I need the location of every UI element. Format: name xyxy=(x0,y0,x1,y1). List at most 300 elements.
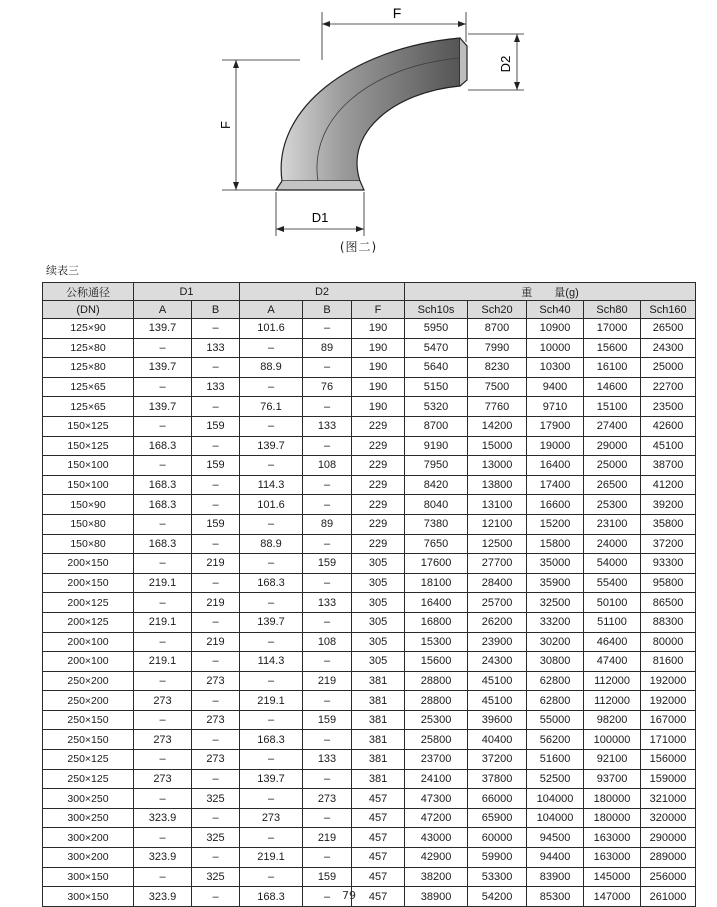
table-cell: – xyxy=(240,338,303,358)
table-cell: 25700 xyxy=(468,593,527,613)
table-cell: 381 xyxy=(352,691,405,711)
table-cell: 85300 xyxy=(527,887,584,907)
table-cell: 76 xyxy=(303,377,352,397)
table-cell: 139.7 xyxy=(134,397,192,417)
table-cell: 300×150 xyxy=(43,867,134,887)
table-cell: 94400 xyxy=(527,848,584,868)
table-cell: 289000 xyxy=(641,848,696,868)
table-cell: 250×150 xyxy=(43,730,134,750)
table-cell: 190 xyxy=(352,319,405,339)
table-cell: – xyxy=(134,554,192,574)
table-cell: 24100 xyxy=(405,769,468,789)
table-cell: 26500 xyxy=(641,319,696,339)
table-cell: – xyxy=(240,456,303,476)
table-row xyxy=(43,710,696,730)
table-cell: 27700 xyxy=(468,554,527,574)
table-cell: 14200 xyxy=(468,416,527,436)
table-cell: 42900 xyxy=(405,848,468,868)
table-cell: – xyxy=(303,358,352,378)
table-cell: 273 xyxy=(192,750,240,770)
table-cell: – xyxy=(134,593,192,613)
table-cell: 323.9 xyxy=(134,848,192,868)
table-cell: 159 xyxy=(303,710,352,730)
table-cell: 139.7 xyxy=(134,319,192,339)
table-cell: 94500 xyxy=(527,828,584,848)
table-cell: 25300 xyxy=(405,710,468,730)
table-cell: 88300 xyxy=(641,612,696,632)
table-cell: 15300 xyxy=(405,632,468,652)
table-cell: 56200 xyxy=(527,730,584,750)
table-row xyxy=(43,789,696,809)
table-cell: 40400 xyxy=(468,730,527,750)
table-body xyxy=(43,319,696,907)
d2-label: D2 xyxy=(498,55,513,73)
table-cell: 25800 xyxy=(405,730,468,750)
table-cell: 305 xyxy=(352,652,405,672)
table-cell: – xyxy=(192,730,240,750)
header-sch20: Sch20 xyxy=(468,301,527,319)
table-cell: – xyxy=(192,848,240,868)
table-cell: – xyxy=(303,495,352,515)
header-sch80: Sch80 xyxy=(584,301,641,319)
table-cell: 273 xyxy=(303,789,352,809)
table-cell: 139.7 xyxy=(240,769,303,789)
table-cell: 45100 xyxy=(468,671,527,691)
table-cell: 381 xyxy=(352,750,405,770)
table-cell: 28400 xyxy=(468,573,527,593)
table-row xyxy=(43,475,696,495)
table-row xyxy=(43,808,696,828)
table-cell: 381 xyxy=(352,710,405,730)
table-cell: 180000 xyxy=(584,808,641,828)
elbow-body xyxy=(281,38,460,181)
table-cell: 150×125 xyxy=(43,436,134,456)
table-cell: 273 xyxy=(240,808,303,828)
table-cell: – xyxy=(192,534,240,554)
table-cell: 46400 xyxy=(584,632,641,652)
table-row xyxy=(43,769,696,789)
header-d1-a: A xyxy=(134,301,192,319)
table-cell: 200×125 xyxy=(43,612,134,632)
table-cell: 42600 xyxy=(641,416,696,436)
table-cell: – xyxy=(192,887,240,907)
page-number: 79 xyxy=(342,889,356,902)
table-cell: 60000 xyxy=(468,828,527,848)
table-cell: 133 xyxy=(303,750,352,770)
table-cell: – xyxy=(192,691,240,711)
table-cell: 229 xyxy=(352,475,405,495)
table-cell: 114.3 xyxy=(240,652,303,672)
table-cell: 305 xyxy=(352,554,405,574)
table-cell: – xyxy=(134,456,192,476)
table-cell: 39200 xyxy=(641,495,696,515)
table-cell: 23700 xyxy=(405,750,468,770)
table-cell: 457 xyxy=(352,848,405,868)
table-cell: 52500 xyxy=(527,769,584,789)
table-cell: 457 xyxy=(352,867,405,887)
table-row xyxy=(43,887,696,907)
table-cell: 159 xyxy=(303,867,352,887)
table-cell: 33200 xyxy=(527,612,584,632)
table-cell: – xyxy=(134,338,192,358)
header-sch160: Sch160 xyxy=(641,301,696,319)
table-cell: 88.9 xyxy=(240,534,303,554)
table-cell: 229 xyxy=(352,416,405,436)
table-cell: 13800 xyxy=(468,475,527,495)
table-cell: 101.6 xyxy=(240,319,303,339)
table-cell: 180000 xyxy=(584,789,641,809)
header-dn-unit: (DN) xyxy=(43,301,134,319)
table-cell: 273 xyxy=(134,730,192,750)
table-cell: 200×150 xyxy=(43,554,134,574)
table-cell: 37800 xyxy=(468,769,527,789)
table-cell: 457 xyxy=(352,887,405,907)
table-cell: 200×100 xyxy=(43,652,134,672)
table-cell: 7760 xyxy=(468,397,527,417)
table-cell: 250×125 xyxy=(43,769,134,789)
table-cell: 325 xyxy=(192,867,240,887)
table-cell: 133 xyxy=(192,338,240,358)
table-cell: – xyxy=(134,377,192,397)
table-cell: 35900 xyxy=(527,573,584,593)
table-cell: 229 xyxy=(352,514,405,534)
table-cell: – xyxy=(240,554,303,574)
table-cell: 50100 xyxy=(584,593,641,613)
table-cell: 273 xyxy=(192,671,240,691)
table-cell: 229 xyxy=(352,436,405,456)
table-cell: 229 xyxy=(352,495,405,515)
table-cell: 30200 xyxy=(527,632,584,652)
table-cell: 139.7 xyxy=(240,436,303,456)
table-cell: 104000 xyxy=(527,789,584,809)
table-cell: 16600 xyxy=(527,495,584,515)
table-cell: 300×250 xyxy=(43,789,134,809)
table-cell: 261000 xyxy=(641,887,696,907)
table-cell: – xyxy=(192,769,240,789)
table-cell: 219.1 xyxy=(240,691,303,711)
table-cell: 93700 xyxy=(584,769,641,789)
table-cell: 104000 xyxy=(527,808,584,828)
table-cell: – xyxy=(303,652,352,672)
table-cell: 23100 xyxy=(584,514,641,534)
table-cell: 457 xyxy=(352,789,405,809)
table-cell: 150×125 xyxy=(43,416,134,436)
header-sch10s: Sch10s xyxy=(405,301,468,319)
table-cell: 320000 xyxy=(641,808,696,828)
table-cell: 9400 xyxy=(527,377,584,397)
table-cell: 457 xyxy=(352,808,405,828)
table-cell: 26500 xyxy=(584,475,641,495)
table-cell: 147000 xyxy=(584,887,641,907)
table-cell: – xyxy=(192,475,240,495)
table-cell: 323.9 xyxy=(134,887,192,907)
table-cell: 17000 xyxy=(584,319,641,339)
table-cell: 25000 xyxy=(584,456,641,476)
table-cell: 17900 xyxy=(527,416,584,436)
table-cell: 15200 xyxy=(527,514,584,534)
table-cell: 7500 xyxy=(468,377,527,397)
table-row xyxy=(43,828,696,848)
header-d1: D1 xyxy=(134,283,240,301)
table-cell: 219.1 xyxy=(134,612,192,632)
table-row xyxy=(43,671,696,691)
table-cell: – xyxy=(303,397,352,417)
table-cell: 10300 xyxy=(527,358,584,378)
table-row xyxy=(43,691,696,711)
table-cell: 300×250 xyxy=(43,808,134,828)
table-cell: 125×65 xyxy=(43,397,134,417)
table-cell: 325 xyxy=(192,828,240,848)
table-cell: 8700 xyxy=(405,416,468,436)
table-row xyxy=(43,514,696,534)
table-cell: – xyxy=(303,475,352,495)
table-cell: 10000 xyxy=(527,338,584,358)
table-row xyxy=(43,416,696,436)
table-cell: – xyxy=(134,750,192,770)
table-cell: 167000 xyxy=(641,710,696,730)
table-cell: 5950 xyxy=(405,319,468,339)
table-cell: 15100 xyxy=(584,397,641,417)
table-cell: 145000 xyxy=(584,867,641,887)
table-cell: 133 xyxy=(303,416,352,436)
header-weight: 重 量(g) xyxy=(405,283,696,301)
table-cell: 51600 xyxy=(527,750,584,770)
table-cell: 219.1 xyxy=(134,573,192,593)
header-d1-b: B xyxy=(192,301,240,319)
table-cell: 133 xyxy=(303,593,352,613)
table-cell: 7990 xyxy=(468,338,527,358)
table-cell: 101.6 xyxy=(240,495,303,515)
table-cell: 32500 xyxy=(527,593,584,613)
table-cell: 15800 xyxy=(527,534,584,554)
table-cell: – xyxy=(192,436,240,456)
table-cell: 112000 xyxy=(584,691,641,711)
table-cell: 300×200 xyxy=(43,848,134,868)
table-cell: 15000 xyxy=(468,436,527,456)
table-cell: 37200 xyxy=(641,534,696,554)
f-left-label: F xyxy=(218,121,233,129)
table-cell: 321000 xyxy=(641,789,696,809)
table-cell: 89 xyxy=(303,338,352,358)
table-cell: 65900 xyxy=(468,808,527,828)
table-cell: 9710 xyxy=(527,397,584,417)
table-cell: 163000 xyxy=(584,848,641,868)
table-cell: 219 xyxy=(303,828,352,848)
table-row xyxy=(43,495,696,515)
table-cell: 159 xyxy=(192,416,240,436)
table-cell: 168.3 xyxy=(134,436,192,456)
table-cell: 43000 xyxy=(405,828,468,848)
table-cell: 62800 xyxy=(527,671,584,691)
table-cell: – xyxy=(240,416,303,436)
table-cell: – xyxy=(303,730,352,750)
table-cell: 168.3 xyxy=(134,534,192,554)
table-cell: 13100 xyxy=(468,495,527,515)
header-d2-b: B xyxy=(303,301,352,319)
table-cell: 15600 xyxy=(584,338,641,358)
table-cell: 35000 xyxy=(527,554,584,574)
table-cell: 108 xyxy=(303,456,352,476)
continued-table-label: 续表三 xyxy=(46,264,79,277)
table-cell: – xyxy=(303,887,352,907)
table-cell: 139.7 xyxy=(240,612,303,632)
table-cell: 273 xyxy=(192,710,240,730)
table-cell: 16400 xyxy=(405,593,468,613)
table-cell: – xyxy=(134,632,192,652)
table-cell: 150×100 xyxy=(43,475,134,495)
table-cell: 80000 xyxy=(641,632,696,652)
table-cell: 171000 xyxy=(641,730,696,750)
header-f: F xyxy=(352,301,405,319)
table-cell: 325 xyxy=(192,789,240,809)
table-cell: 200×125 xyxy=(43,593,134,613)
table-cell: 54000 xyxy=(584,554,641,574)
table-row xyxy=(43,632,696,652)
table-cell: – xyxy=(240,867,303,887)
table-cell: 381 xyxy=(352,671,405,691)
table-cell: – xyxy=(134,828,192,848)
table-cell: 250×200 xyxy=(43,691,134,711)
table-cell: – xyxy=(192,612,240,632)
table-cell: 13000 xyxy=(468,456,527,476)
table-cell: 100000 xyxy=(584,730,641,750)
table-cell: 7950 xyxy=(405,456,468,476)
table-cell: 45100 xyxy=(468,691,527,711)
table-cell: 168.3 xyxy=(134,475,192,495)
table-cell: 133 xyxy=(192,377,240,397)
table-cell: 219 xyxy=(303,671,352,691)
table-cell: – xyxy=(192,397,240,417)
table-cell: 7650 xyxy=(405,534,468,554)
table-cell: – xyxy=(303,769,352,789)
table-cell: 47200 xyxy=(405,808,468,828)
table-cell: – xyxy=(303,691,352,711)
table-cell: 29000 xyxy=(584,436,641,456)
table-cell: 250×150 xyxy=(43,710,134,730)
table-cell: – xyxy=(134,514,192,534)
table-cell: 41200 xyxy=(641,475,696,495)
table-cell: 47400 xyxy=(584,652,641,672)
table-cell: 30800 xyxy=(527,652,584,672)
table-cell: 24300 xyxy=(641,338,696,358)
table-cell: 192000 xyxy=(641,691,696,711)
table-cell: – xyxy=(240,710,303,730)
table-cell: 159 xyxy=(303,554,352,574)
table-cell: – xyxy=(303,436,352,456)
table-cell: – xyxy=(303,534,352,554)
table-cell: 88.9 xyxy=(240,358,303,378)
dimension-weight-table xyxy=(42,282,695,907)
table-cell: – xyxy=(240,671,303,691)
header-sch40: Sch40 xyxy=(527,301,584,319)
table-cell: 38700 xyxy=(641,456,696,476)
table-cell: 192000 xyxy=(641,671,696,691)
table-cell: 219.1 xyxy=(134,652,192,672)
table-cell: – xyxy=(240,750,303,770)
table-row xyxy=(43,612,696,632)
table-cell: – xyxy=(303,848,352,868)
table-row xyxy=(43,593,696,613)
table-cell: 168.3 xyxy=(240,887,303,907)
table-cell: 163000 xyxy=(584,828,641,848)
table-cell: – xyxy=(240,828,303,848)
table-cell: 168.3 xyxy=(240,730,303,750)
table-cell: 256000 xyxy=(641,867,696,887)
table-cell: 219 xyxy=(192,593,240,613)
table-cell: 62800 xyxy=(527,691,584,711)
f-top-label: F xyxy=(392,5,402,21)
table-cell: 125×90 xyxy=(43,319,134,339)
table-cell: – xyxy=(192,573,240,593)
table-cell: 25300 xyxy=(584,495,641,515)
table-cell: 76.1 xyxy=(240,397,303,417)
table-cell: 95800 xyxy=(641,573,696,593)
table-cell: 66000 xyxy=(468,789,527,809)
d1-label: D1 xyxy=(311,210,329,225)
table-cell: – xyxy=(134,416,192,436)
table-cell: 83900 xyxy=(527,867,584,887)
table-cell: 8420 xyxy=(405,475,468,495)
figure-caption: (图二) xyxy=(339,240,378,254)
table-cell: 19000 xyxy=(527,436,584,456)
table-cell: 38900 xyxy=(405,887,468,907)
table-cell: 156000 xyxy=(641,750,696,770)
table-cell: 15600 xyxy=(405,652,468,672)
table-cell: – xyxy=(240,377,303,397)
table-cell: 8230 xyxy=(468,358,527,378)
table-cell: 250×200 xyxy=(43,671,134,691)
elbow-diagram xyxy=(0,0,717,262)
table-row xyxy=(43,652,696,672)
table-cell: – xyxy=(240,789,303,809)
table-cell: 7380 xyxy=(405,514,468,534)
table-cell: 229 xyxy=(352,456,405,476)
table-cell: 305 xyxy=(352,573,405,593)
table-cell: 23500 xyxy=(641,397,696,417)
table-cell: 300×150 xyxy=(43,887,134,907)
table-row xyxy=(43,456,696,476)
table-cell: 54200 xyxy=(468,887,527,907)
table-cell: 150×100 xyxy=(43,456,134,476)
table-cell: 53300 xyxy=(468,867,527,887)
table-cell: 92100 xyxy=(584,750,641,770)
table-cell: 323.9 xyxy=(134,808,192,828)
table-cell: 305 xyxy=(352,612,405,632)
table-cell: 35800 xyxy=(641,514,696,534)
table-row xyxy=(43,750,696,770)
table-cell: 190 xyxy=(352,377,405,397)
table-cell: 8040 xyxy=(405,495,468,515)
table-cell: – xyxy=(192,808,240,828)
table-cell: 381 xyxy=(352,769,405,789)
table-cell: 86500 xyxy=(641,593,696,613)
table-cell: – xyxy=(134,867,192,887)
table-cell: 45100 xyxy=(641,436,696,456)
table-cell: 89 xyxy=(303,514,352,534)
table-cell: 300×200 xyxy=(43,828,134,848)
table-cell: 55000 xyxy=(527,710,584,730)
table-cell: 5470 xyxy=(405,338,468,358)
table-cell: 112000 xyxy=(584,671,641,691)
table-cell: – xyxy=(134,710,192,730)
table-row xyxy=(43,319,696,339)
table-row xyxy=(43,867,696,887)
table-cell: 27400 xyxy=(584,416,641,436)
table-cell: 219.1 xyxy=(240,848,303,868)
table-row xyxy=(43,377,696,397)
table-cell: – xyxy=(303,612,352,632)
table-cell: 16100 xyxy=(584,358,641,378)
